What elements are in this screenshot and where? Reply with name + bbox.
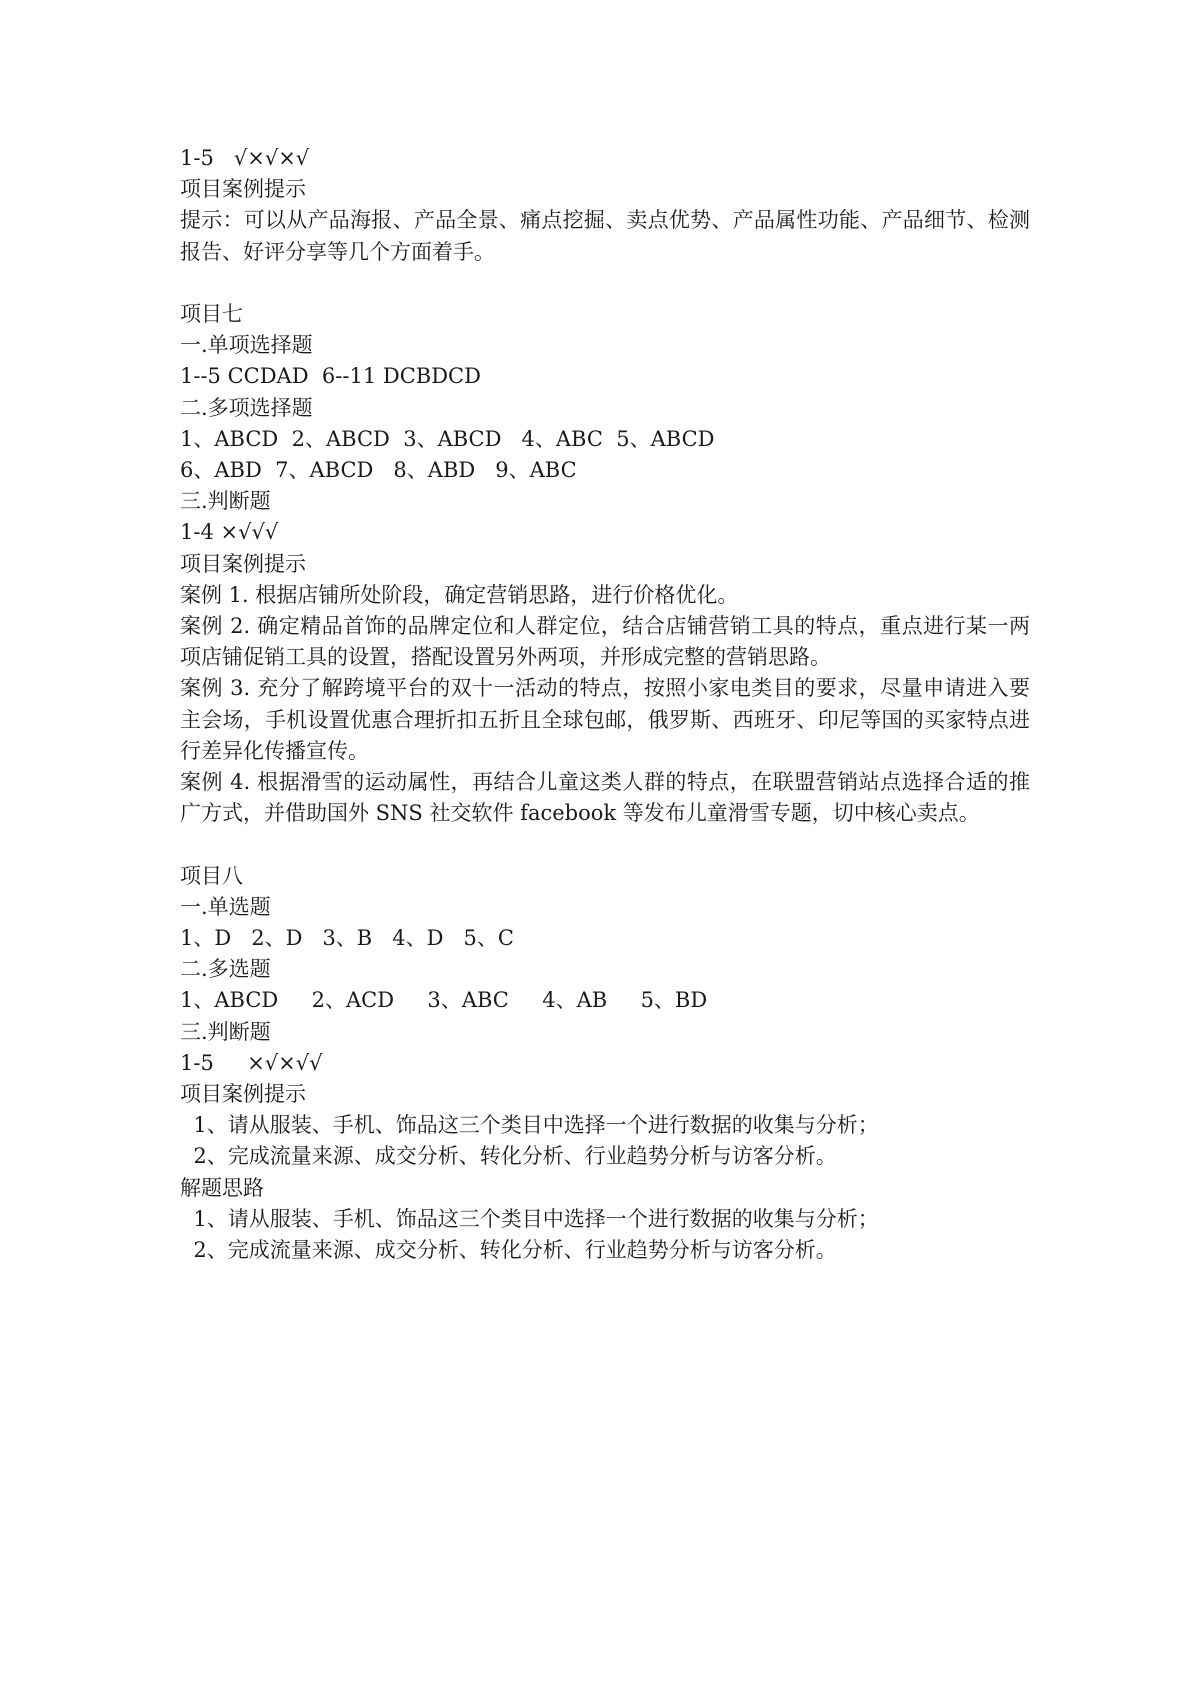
case-paragraph: 案例 3. 充分了解跨境平台的双十一活动的特点，按照小家电类目的要求，尽量申请进入要主会场，手机设置优惠合理折扣五折且全球包邮，俄罗斯、西班牙、印尼等国的买家特点进行差异化传播宣传。 (180, 676, 1030, 763)
multi-choice-heading: 二.多项选择题 (180, 395, 313, 420)
case-hint-paragraph: 提示：可以从产品海报、产品全景、痛点挖掘、卖点优势、产品属性功能、产品细节、检测报告、好评分享等几个方面着手。 (180, 208, 1030, 264)
section-8-title: 项目八 (180, 863, 243, 888)
solution-item: 2、完成流量来源、成交分析、转化分析、行业趋势分析与访客分析。 (180, 1238, 837, 1263)
single-choice-answers: 1、D 2、D 3、B 4、D 5、C (180, 926, 514, 951)
section-7-title: 项目七 (180, 302, 243, 326)
single-choice-heading: 一.单项选择题 (180, 333, 313, 358)
case-item: 2、完成流量来源、成交分析、转化分析、行业趋势分析与访客分析。 (180, 1144, 837, 1169)
case-hint-heading: 项目案例提示 (180, 1082, 306, 1107)
multi-choice-answers: 1、ABCD 2、ACD 3、ABC 4、AB 5、BD (180, 988, 708, 1013)
spacer (180, 829, 1030, 860)
case-hint-heading: 项目案例提示 (180, 551, 306, 576)
spacer (180, 268, 1030, 299)
judge-heading: 三.判断题 (180, 489, 271, 514)
case-paragraph: 案例 1. 根据店铺所处阶段，确定营销思路，进行价格优化。 (180, 582, 739, 607)
single-choice-answers: 1--5 CCDAD 6--11 DCBDCD (180, 364, 481, 389)
multi-choice-heading: 二.多选题 (180, 957, 271, 982)
case-hint-heading: 项目案例提示 (180, 177, 306, 202)
multi-choice-answers: 1、ABCD 2、ABCD 3、ABCD 4、ABC 5、ABCD (180, 426, 715, 451)
judge-heading: 三.判断题 (180, 1019, 271, 1044)
case-item: 1、请从服装、手机、饰品这三个类目中选择一个进行数据的收集与分析； (180, 1113, 879, 1138)
single-choice-heading: 一.单选题 (180, 894, 271, 919)
judge-answers-line: 1-5 √×√×√ (180, 146, 310, 170)
case-paragraph: 案例 2. 确定精品首饰的品牌定位和人群定位，结合店铺营销工具的特点，重点进行某一两项店铺促销工具的设置，搭配设置另外两项，并形成完整的营销思路。 (180, 614, 1030, 670)
document-page (180, 143, 1030, 1266)
multi-choice-answers: 6、ABD 7、ABCD 8、ABD 9、ABC (180, 458, 577, 483)
judge-answers-line: 1-4 ×√√√ (180, 520, 279, 545)
solution-heading: 解题思路 (180, 1175, 264, 1200)
judge-answers-line: 1-5 ×√×√√ (180, 1050, 323, 1075)
solution-item: 1、请从服装、手机、饰品这三个类目中选择一个进行数据的收集与分析； (180, 1206, 879, 1231)
case-paragraph: 案例 4. 根据滑雪的运动属性，再结合儿童这类人群的特点，在联盟营销站点选择合适的推广方式，并借助国外 SNS 社交软件 facebook 等发布儿童滑雪专题，切中核心卖点。 (180, 770, 1030, 826)
